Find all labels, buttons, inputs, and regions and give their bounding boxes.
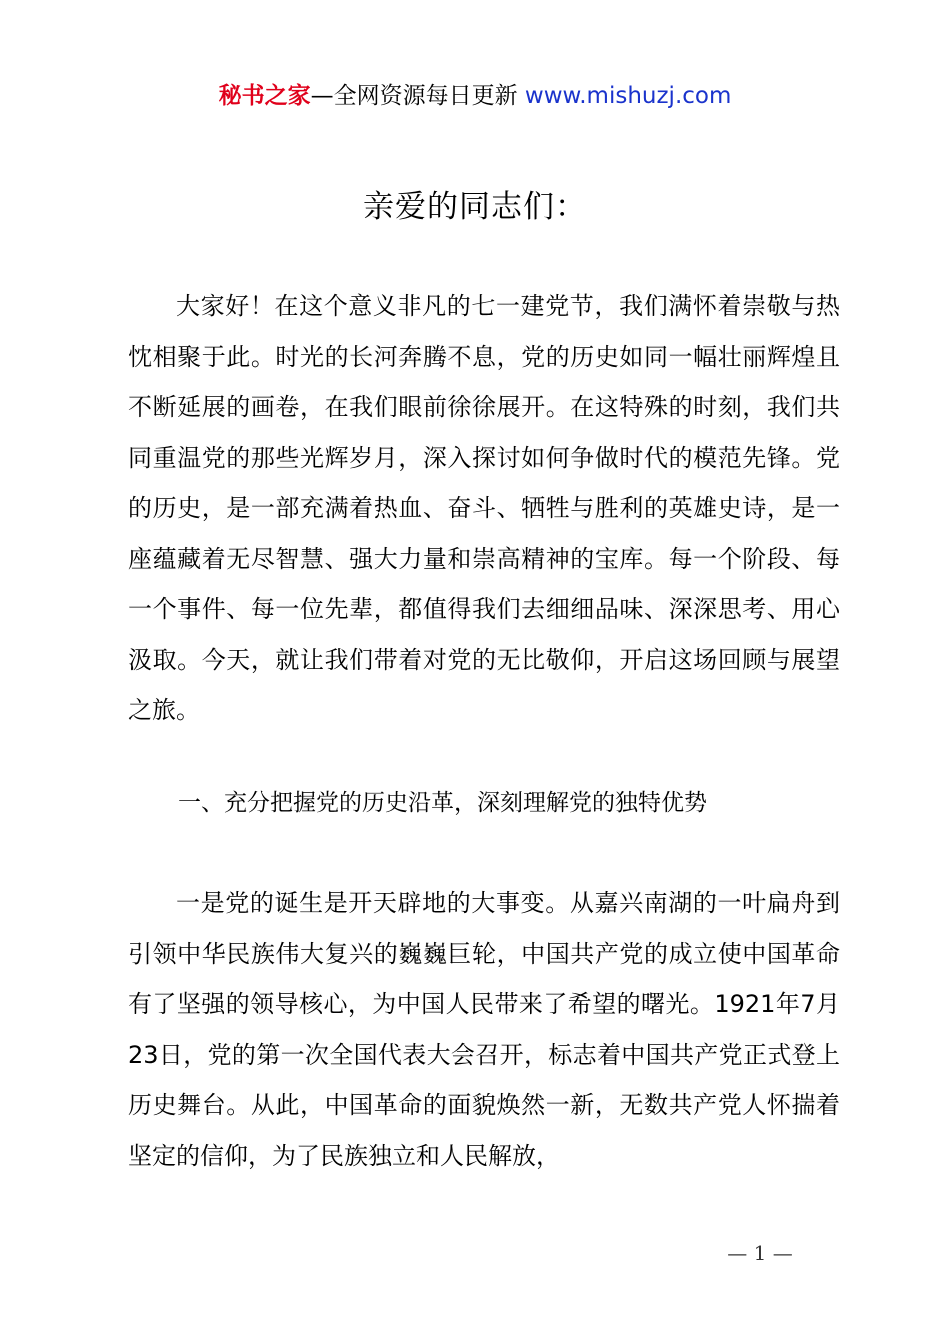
section-heading: 一、充分把握党的历史沿革，深刻理解党的独特优势 bbox=[178, 790, 707, 816]
site-header bbox=[0, 80, 950, 112]
page-number: — 1 — bbox=[727, 1241, 793, 1265]
document-title: 亲爱的同志们： bbox=[363, 189, 587, 225]
site-tagline: —全网资源每日更新 bbox=[310, 83, 525, 109]
body-paragraph-section-1: 一是党的诞生是开天辟地的大事变。从嘉兴南湖的一叶扁舟到引领中华民族伟大复兴的巍巍巨轮，中国共产党的成立使中国革命有了坚强的领导核心，为中国人民带来了希望的曙光。1921年7月23日，党的第一次全国代表大会召开，标志着中国共产党正式登上历史舞台。从此，中国革命的面貌焕然一新，无数共产党人怀揣着坚定的信仰，为了民族独立和人民解放， bbox=[128, 889, 840, 1170]
body-paragraph-intro: 大家好！在这个意义非凡的七一建党节，我们满怀着崇敬与热忱相聚于此。时光的长河奔腾不息，党的历史如同一幅壮丽辉煌且不断延展的画卷，在我们眼前徐徐展开。在这特殊的时刻，我们共同重温党的那些光辉岁月，深入探讨如何争做时代的模范先锋。党的历史，是一部充满着热血、奋斗、牺牲与胜利的英雄史诗，是一座蕴藏着无尽智慧、强大力量和崇高精神的宝库。每一个阶段、每一个事件、每一位先辈，都值得我们去细细品味、深深思考、用心汲取。今天，就让我们带着对党的无比敬仰，开启这场回顾与展望之旅。 bbox=[128, 292, 840, 724]
site-brand: 秘书之家 bbox=[218, 83, 311, 109]
site-url-link[interactable]: www.mishuzj.com bbox=[524, 83, 732, 109]
